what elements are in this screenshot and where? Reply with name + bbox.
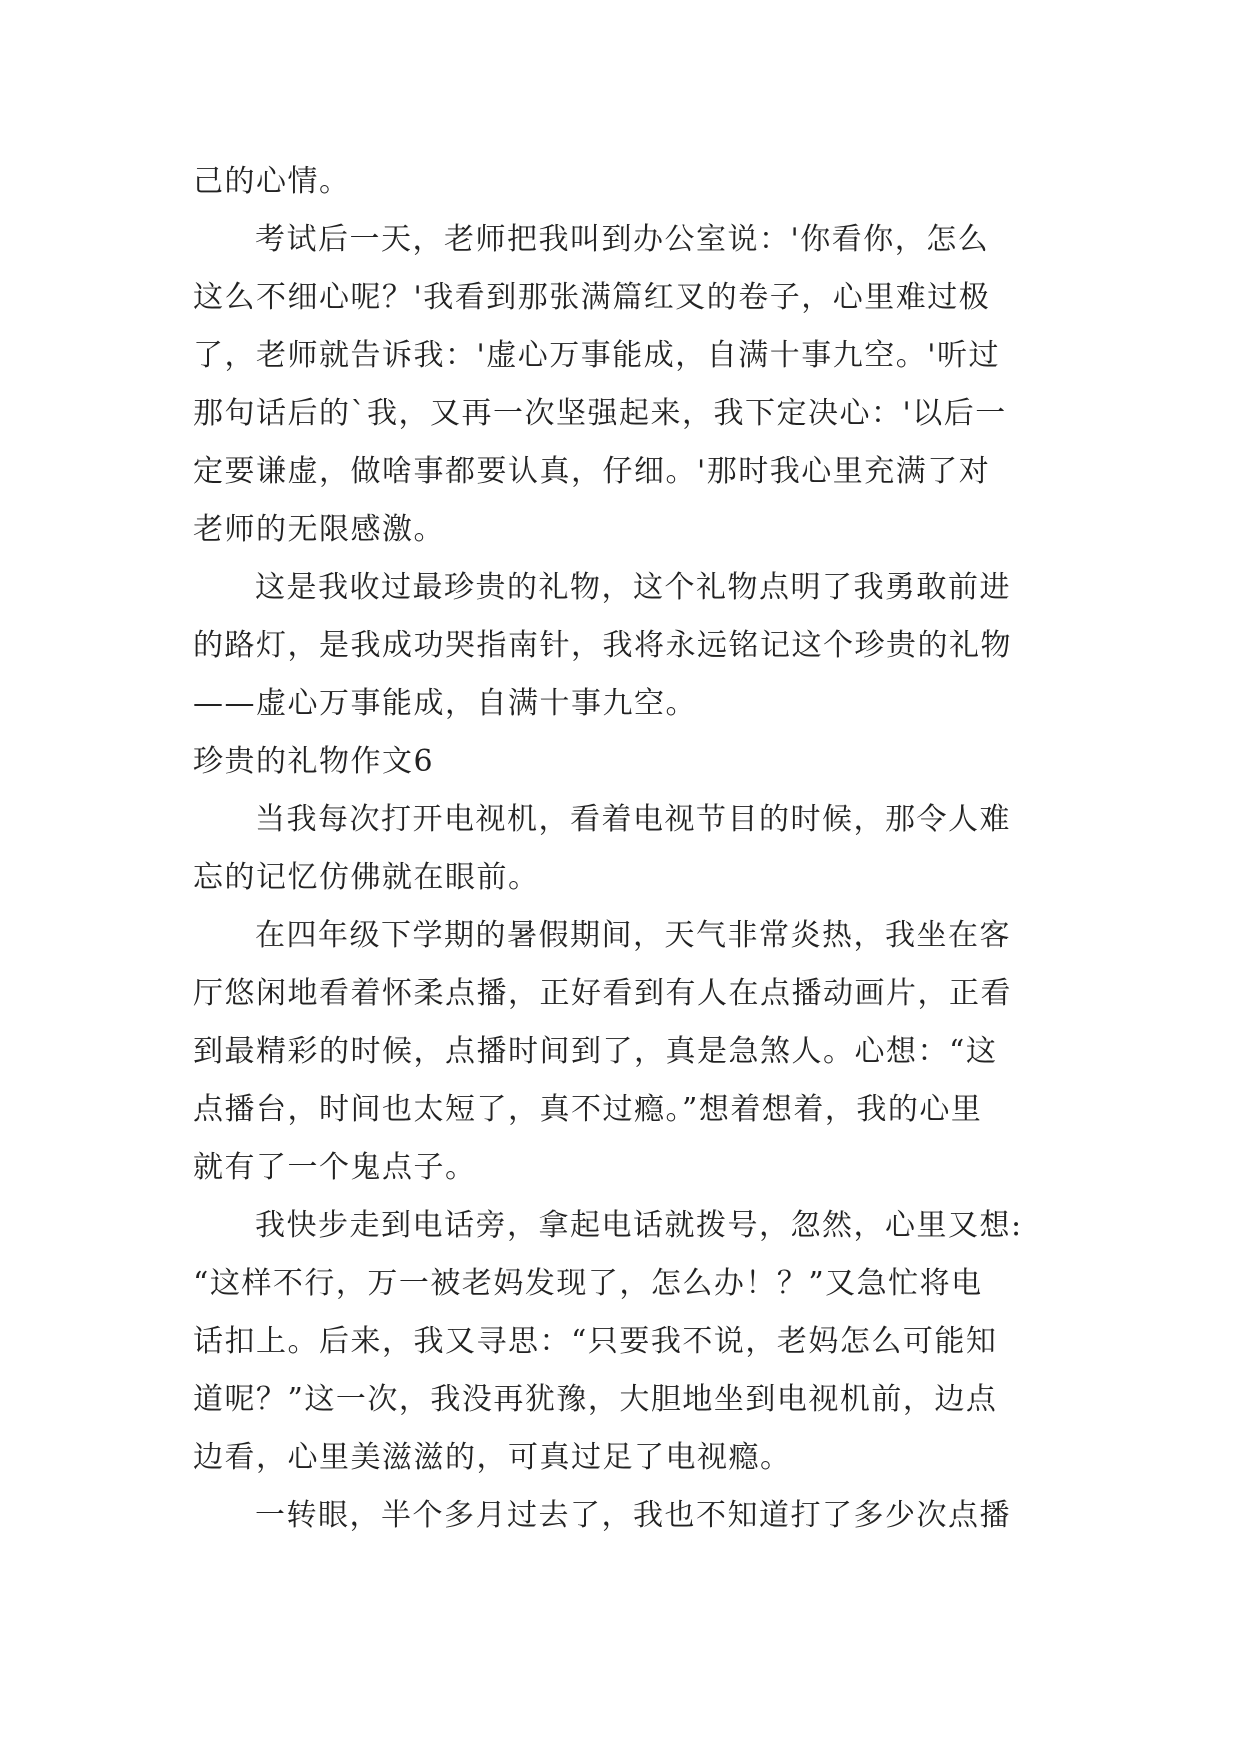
paragraph-start-line: 一转眼，半个多月过去了，我也不知道打了多少次点播 [255, 1498, 1011, 1533]
paragraph-start-line: 我快步走到电话旁，拿起电话就拨号，忽然，心里又想: [255, 1208, 1023, 1243]
text-line: 话扣上。后来，我又寻思：“只要我不说，老妈怎么可能知 [193, 1324, 998, 1359]
text-line: 己的心情。 [193, 164, 351, 199]
text-line: “这样不行，万一被老妈发现了，怎么办！？”又急忙将电 [193, 1266, 983, 1301]
text-line: 了，老师就告诉我：'虚心万事能成，自满十事九空。'听过 [193, 338, 1000, 373]
paragraph-start-line: 考试后一天，老师把我叫到办公室说：'你看你，怎么 [255, 222, 990, 257]
text-line: 道呢？”这一次，我没再犹豫，大胆地坐到电视机前，边点 [193, 1382, 998, 1417]
text-line: 厅悠闲地看着怀柔点播，正好看到有人在点播动画片，正看 [193, 976, 1012, 1011]
text-line: ——虚心万事能成，自满十事九空。 [193, 686, 697, 721]
text-line: 到最精彩的时候，点播时间到了，真是急煞人。心想：“这 [193, 1034, 998, 1069]
text-line: 的路灯，是我成功哭指南针，我将永远铭记这个珍贵的礼物 [193, 628, 1012, 663]
paragraph-start-line: 在四年级下学期的暑假期间，天气非常炎热，我坐在客 [255, 918, 1011, 953]
text-line: 那句话后的`我，又再一次坚强起来，我下定决心：'以后一 [193, 396, 1007, 431]
paragraph-start-line: 这是我收过最珍贵的礼物，这个礼物点明了我勇敢前进 [255, 570, 1011, 605]
text-line: 这么不细心呢？'我看到那张满篇红叉的卷子，心里难过极 [193, 280, 991, 315]
text-line: 老师的无限感激。 [193, 512, 445, 547]
text-line: 点播台，时间也太短了，真不过瘾。”想着想着，我的心里 [193, 1092, 983, 1127]
text-line: 就有了一个鬼点子。 [193, 1150, 477, 1185]
text-line: 定要谦虚，做啥事都要认真，仔细。'那时我心里充满了对 [193, 454, 991, 489]
section-heading: 珍贵的礼物作文6 [193, 744, 435, 779]
text-line: 忘的记忆仿佛就在眼前。 [193, 860, 540, 895]
document-body [193, 153, 1053, 1545]
paragraph-start-line: 当我每次打开电视机，看着电视节目的时候，那令人难 [255, 802, 1011, 837]
text-line: 边看，心里美滋滋的，可真过足了电视瘾。 [193, 1440, 792, 1475]
